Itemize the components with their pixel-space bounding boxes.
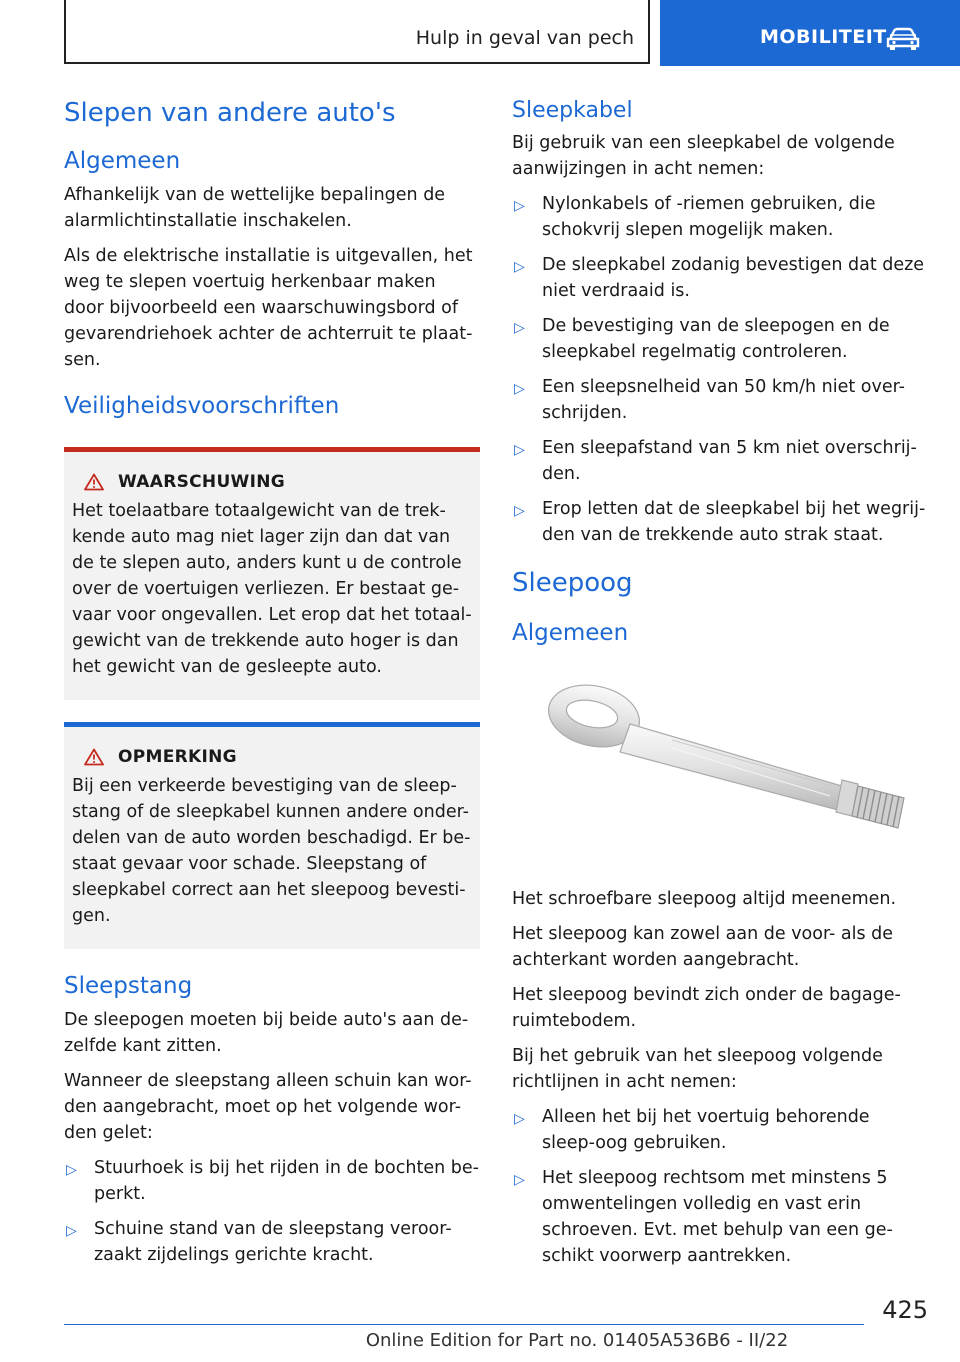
list-item <box>64 1216 480 1268</box>
paragraph: Het schroefbare sleepoog altijd meenemen. <box>512 889 897 909</box>
list-item-text: Een sleepafstand van 5 km niet overschrij-den. <box>542 438 917 484</box>
footer-edition: Online Edition for Part no. 01405A536B6 - II/22 <box>365 1330 789 1351</box>
paragraph: Bij het gebruik van het sleepoog volgende richtlijnen in acht nemen: <box>512 1046 883 1092</box>
list-item-text: Een sleepsnelheid van 50 km/h niet over-schrijden. <box>542 377 905 423</box>
list-item-text: Schuine stand van de sleepstang veroor-zaakt zijdelings gerichte kracht. <box>94 1219 452 1265</box>
list-item-text: Nylonkabels of -riemen gebruiken, die schokvrij slepen mogelijk maken. <box>542 194 876 240</box>
bullet-arrow-icon: ▷ <box>514 381 525 397</box>
list-item-text: Erop letten dat de sleepkabel bij het wegrij-den van de trekkende auto strak staat. <box>542 499 926 545</box>
heading-algemeen: Algemeen <box>64 148 181 174</box>
bullet-arrow-icon: ▷ <box>514 198 525 214</box>
right-column <box>512 96 928 1278</box>
list-item-text: Stuurhoek is bij het rijden in de bochten be-perkt. <box>94 1158 479 1204</box>
warning-text: Het toelaatbare totaalgewicht van de trek-kende auto mag niet lager zijn dan dat van de te slepen auto, anders kunt u de controle over de voertuigen verliezen. Er bestaat ge-vaar voor ongevallen. Let erop dat het totaal-gewicht van de trekkende auto hoger is dan het gewicht van de gesleepte auto. <box>72 501 472 677</box>
heading-sleepstang: Sleepstang <box>64 973 193 999</box>
bullet-arrow-icon: ▷ <box>66 1223 77 1239</box>
header-section-label: MOBILITEIT <box>760 26 887 48</box>
paragraph: Het sleepoog kan zowel aan de voor- als de achterkant worden aangebracht. <box>512 924 894 970</box>
sleepstang-list <box>64 1155 480 1268</box>
note-title: OPMERKING <box>118 747 237 767</box>
list-item <box>64 1155 480 1207</box>
page-title: Slepen van andere auto's <box>64 98 396 128</box>
paragraph: Afhankelijk van de wettelijke bepalingen de alarmlichtinstallatie inschakelen. <box>64 185 446 231</box>
header-section-tab[interactable] <box>660 0 960 66</box>
list-item-text: Alleen het bij het voertuig behorende sleep-oog gebruiken. <box>542 1107 870 1153</box>
bullet-arrow-icon: ▷ <box>514 259 525 275</box>
list-item <box>512 252 928 304</box>
list-item <box>512 435 928 487</box>
paragraph: Als de elektrische installatie is uitgevallen, het weg te slepen voertuig herkenbaar maken door bijvoorbeeld een waarschuwingsbord of gevarendriehoek achter de achterruit te plaat-sen. <box>64 246 473 370</box>
heading-sleepkabel: Sleepkabel <box>512 98 633 123</box>
bullet-arrow-icon: ▷ <box>514 320 525 336</box>
list-item <box>512 191 928 243</box>
note-box <box>64 722 480 949</box>
list-item <box>512 374 928 426</box>
warning-title-row <box>72 472 472 492</box>
warning-box <box>64 447 480 700</box>
note-text: Bij een verkeerde bevestiging van de sleep-stang of de sleepkabel kunnen andere onder-delen van de auto worden beschadigd. Er be-staat gevaar voor schade. Sleepstang of sleepkabel correct aan het sleepoog bevesti-gen. <box>72 776 471 926</box>
paragraph: Bij gebruik van een sleepkabel de volgende aanwijzingen in acht nemen: <box>512 133 895 179</box>
sleepoog-list <box>512 1104 928 1269</box>
list-item <box>512 1165 928 1269</box>
note-title-row <box>72 747 472 767</box>
list-item <box>512 1104 928 1156</box>
tow-hook-illustration <box>512 668 928 868</box>
warning-triangle-icon <box>84 473 104 491</box>
header-chapter-title: Hulp in geval van pech <box>415 27 634 49</box>
list-item-text: De sleepkabel zodanig bevestigen dat deze niet verdraaid is. <box>542 255 925 301</box>
header-chapter-box <box>64 0 650 64</box>
footer-divider <box>64 1324 864 1325</box>
bullet-arrow-icon: ▷ <box>66 1162 77 1178</box>
heading-algemeen-sleepoog: Algemeen <box>512 620 629 646</box>
list-item <box>512 496 928 548</box>
heading-sleepoog: Sleepoog <box>512 568 633 598</box>
list-item-text: De bevestiging van de sleepogen en de sleepkabel regelmatig controleren. <box>542 316 890 362</box>
heading-safety: Veiligheidsvoorschriften <box>64 393 340 419</box>
list-item-text: Het sleepoog rechtsom met minstens 5 omwentelingen volledig en vast erin schroeven. Evt. met behulp van een ge-schikt voorwerp aantrekken. <box>542 1168 893 1266</box>
left-column <box>64 96 480 1277</box>
bullet-arrow-icon: ▷ <box>514 442 525 458</box>
paragraph: Wanneer de sleepstang alleen schuin kan wor-den aangebracht, moet op het volgende wor-den gelet: <box>64 1071 472 1143</box>
sleepkabel-list <box>512 191 928 548</box>
attention-triangle-icon <box>84 748 104 766</box>
bullet-arrow-icon: ▷ <box>514 1111 525 1127</box>
bullet-arrow-icon: ▷ <box>514 503 525 519</box>
page-number: 425 <box>882 1296 928 1324</box>
paragraph: De sleepogen moeten bij beide auto's aan de-zelfde kant zitten. <box>64 1010 469 1056</box>
car-icon <box>886 25 920 51</box>
warning-title: WAARSCHUWING <box>118 472 286 492</box>
paragraph: Het sleepoog bevindt zich onder de bagage-ruimtebodem. <box>512 985 901 1031</box>
list-item <box>512 313 928 365</box>
bullet-arrow-icon: ▷ <box>514 1172 525 1188</box>
